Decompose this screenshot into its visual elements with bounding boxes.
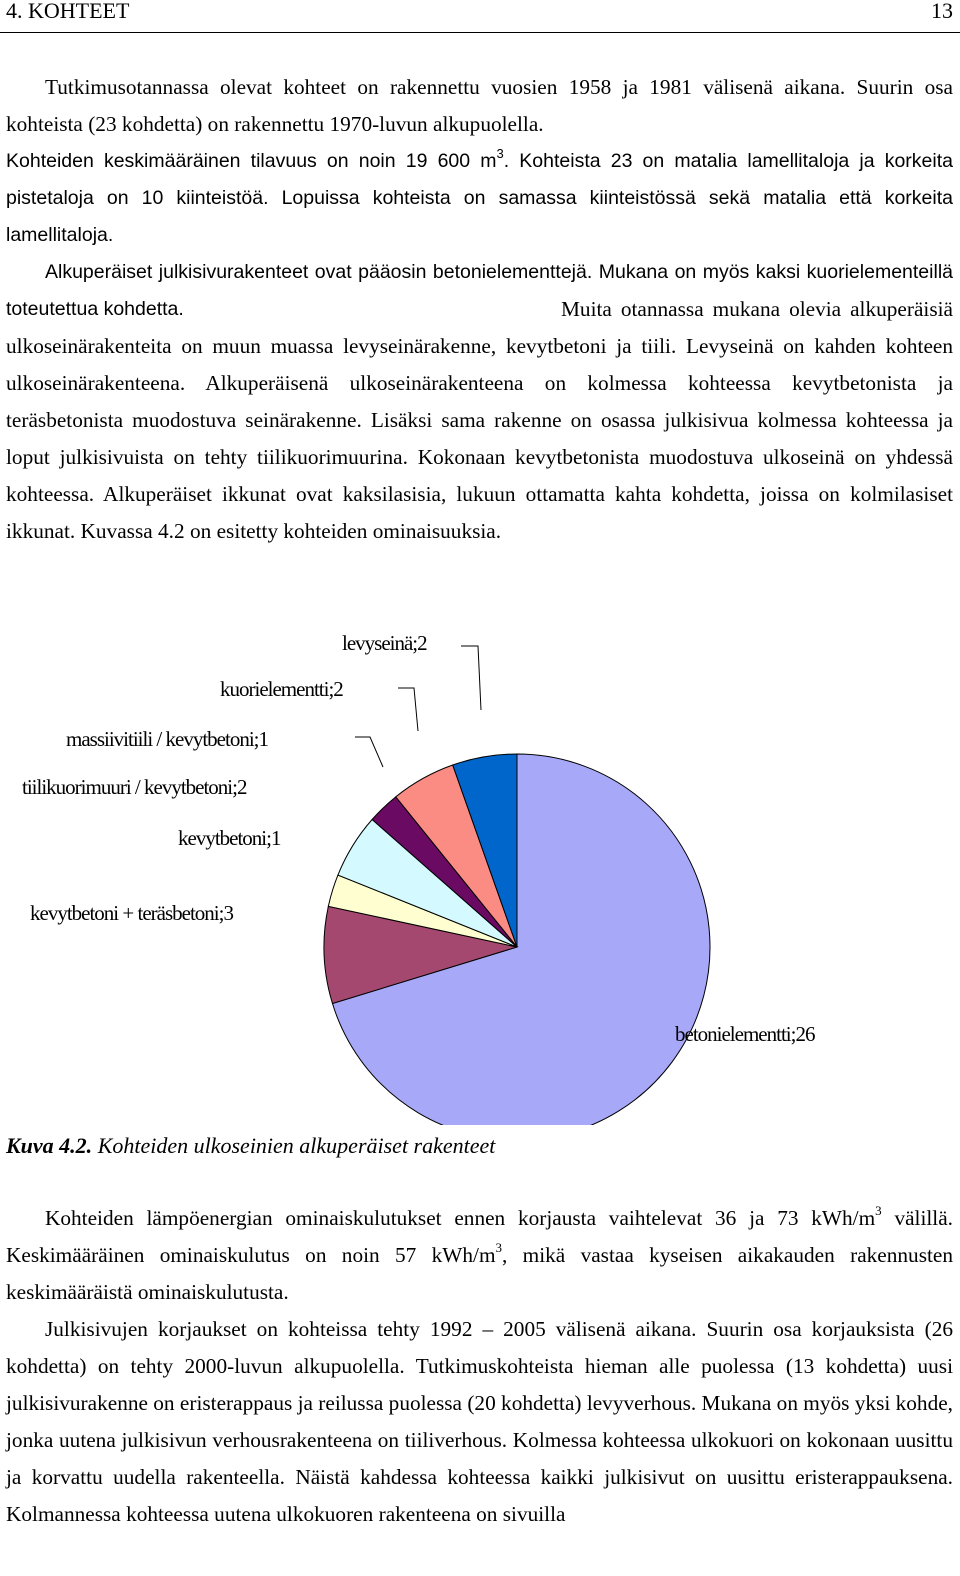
label-tiilikuorimuuri: tiilikuorimuuri / kevytbetoni;2 (22, 775, 247, 799)
label-massiivitiili: massiivitiili / kevytbetoni;1 (66, 727, 268, 751)
label-kuorielementti: kuorielementti;2 (220, 677, 343, 701)
energy-sup-2: 3 (495, 1239, 503, 1255)
leader-lines (355, 646, 481, 767)
renovations-text: Julkisivujen korjaukset on kohteissa tehty 1992 – 2005 välisenä aikana. Suurin osa korjauksista (26 kohdetta) on tehty 2000-luvun alkupuolella. Tutkimuskohteista hieman alle puolessa (13 kohdetta) uusi julkisivurakenne on eristerappaus ja reilussa puolessa (20 kohdetta) levyverhous. Mukana on myös yksi kohde, jonka uutena julkisivun verhousrakenteena on tiiliverhous. Kolmessa kohteessa ulkokuori on kokonaan uusittu ja korvattu uudella rakenteella. Näistä kahdessa kohteessa kaikki julkisivut on uusittu eristerappauksena. Kolmannessa kohteessa uutena ulkokuoren rakenteena on sivuilla (6, 1317, 953, 1526)
leader-line-levysein (461, 646, 481, 710)
energy-text-b: välillä. Keskimääräinen ominaiskulutus on noin 57 kWh/m (6, 1206, 953, 1267)
page-number: 13 (931, 0, 953, 23)
walls-text-b: Alkuperäisenä ulkoseinärakenteena on kolmessa kohteessa kevytbetonista ja teräsbetonista muodostuva seinärakenne. Lisäksi sama rakenne on osassa julkisivua kolmessa kohteessa ja loput julkisivuista on tehty tiilikuorimuurina. Kokonaan kevytbetonista muodostuva ulkoseinä on yhdessä kohteessa. Alkuperäiset ikkunat ovat kaksilasisia, lukuun ottamatta kahta kohdetta, joissa on kolmilasiset ikkunat. Kuvassa 4.2 on esitetty kohteiden ominaisuuksia. (6, 371, 953, 543)
facades-text: Alkuperäiset julkisivurakenteet ovat pääosin betonielementtejä. Mukana on myös kaksi kuorielementeillä toteutettua kohdetta. (6, 261, 953, 320)
paragraph-volume (6, 143, 953, 254)
paragraph-walls (6, 291, 953, 550)
figure-caption-label: Kuva 4.2. (6, 1133, 93, 1158)
label-kevytbetoni: kevytbetoni;1 (178, 826, 281, 850)
walls-text-a: Muita otannassa mukana olevia alkuperäisiä ulkoseinärakenteita on muun muassa levyseinärakenne, kevytbetoni ja tiili. Levyseinä on kahden kohteen ulkoseinärakenteena. (6, 297, 953, 395)
chapter-title: 4. KOHTEET (6, 0, 130, 23)
figure-caption (6, 1133, 495, 1159)
energy-text-c: , mikä vastaa kyseisen aikakauden rakennusten keskimääräistä ominaiskulutusta. (6, 1243, 953, 1304)
label-kevytbetoni-terasbetoni: kevytbetoni + teräsbetoni;3 (30, 901, 233, 925)
volume-superscript: 3 (496, 145, 504, 161)
leader-line-massiivitiili (355, 737, 383, 767)
pie-chart (0, 615, 960, 1125)
page-header (0, 0, 960, 33)
label-levysein: levyseinä;2 (342, 631, 427, 655)
energy-text-a: Kohteiden lämpöenergian ominaiskulutukset ennen korjausta vaihtelevat 36 ja 73 kWh/m (45, 1206, 876, 1230)
paragraph-intro (6, 69, 953, 143)
label-betonielementti: betonielementti;26 (675, 1022, 815, 1046)
pie-slices (324, 754, 710, 1125)
figure-caption-text: Kohteiden ulkoseinien alkuperäiset rakenteet (92, 1133, 496, 1158)
volume-text-pre: Kohteiden keskimääräinen tilavuus on noin 19 600 m (6, 150, 497, 172)
volume-text-post: . Kohteista 23 on matalia lamellitaloja ja korkeita pistetaloja on 10 kiinteistöä. Lopuissa kohteista on samassa kiinteistössä sekä matalia että korkeita lamellitaloja. (6, 150, 953, 246)
paragraph-energy (6, 1200, 953, 1311)
energy-sup-1: 3 (875, 1202, 882, 1218)
paragraph-intro-text-a: Tutkimusotannassa olevat kohteet on rakennettu vuosien 1958 ja 1981 välisenä aikana. Suurin osa kohteista (23 kohdetta) on rakennettu 1970-luvun alkupuolella. (6, 75, 953, 136)
leader-line-kuorielementti (398, 688, 418, 731)
paragraph-renovations (6, 1311, 953, 1533)
